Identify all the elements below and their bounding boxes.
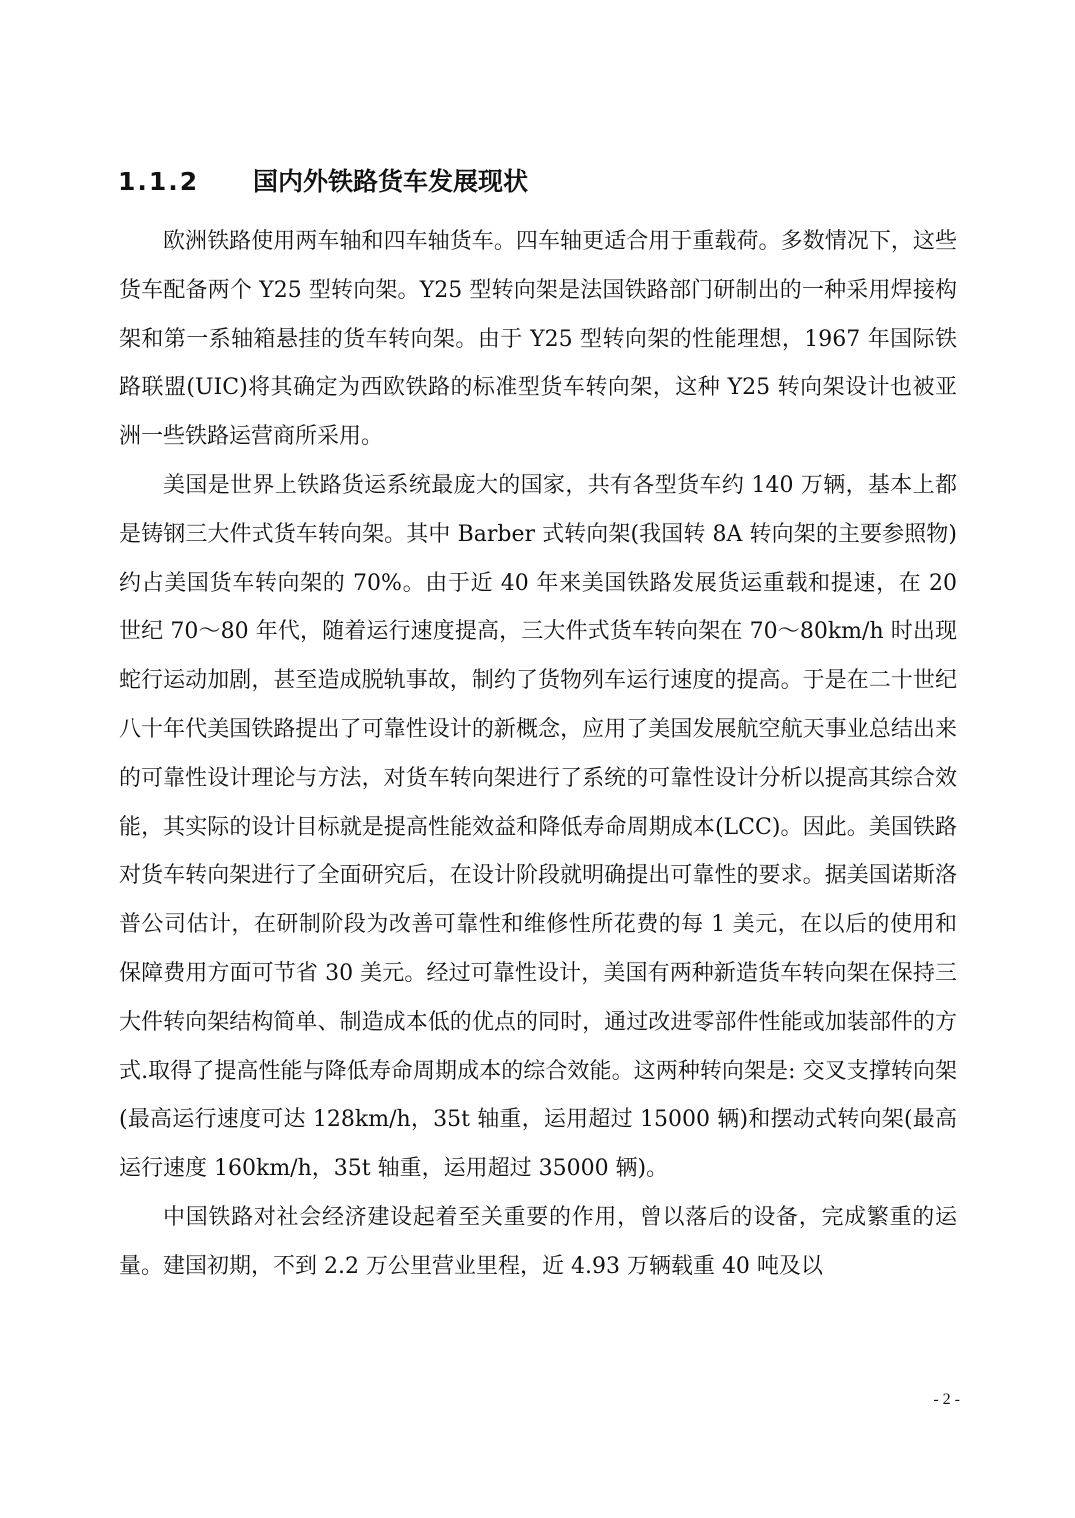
section-heading — [118, 162, 528, 202]
body-text — [119, 218, 957, 1292]
paragraph-europe-freight: 欧洲铁路使用两车轴和四车轴货车。四车轴更适合用于重载荷。多数情况下，这些货车配备两个 Y25 型转向架。Y25 型转向架是法国铁路部门研制出的一种采用焊接构架和第一系轴箱悬挂的货车转向架。由于 Y25 型转向架的性能理想，1967 年国际铁路联盟(UIC)将其确定为西欧铁路的标准型货车转向架，这种 Y25 转向架设计也被亚洲一些铁路运营商所采用。 — [119, 229, 957, 450]
paragraph-us-freight: 美国是世界上铁路货运系统最庞大的国家，共有各型货车约 140 万辆，基本上都是铸钢三大件式货车转向架。其中 Barber 式转向架(我国转 8A 转向架的主要参照物)约占美国货车转向架的 70%。由于近 40 年来美国铁路发展货运重载和提速，在 20 世纪 70～80 年代，随着运行速度提高，三大件式货车转向架在 70～80km/h 时出现蛇行运动加剧，甚至造成脱轨事故，制约了货物列车运行速度的提高。于是在二十世纪八十年代美国铁路提出了可靠性设计的新概念，应用了美国发展航空航天事业总结出来的可靠性设计理论与方法，对货车转向架进行了系统的可靠性设计分析以提高其综合效能，其实际的设计目标就是提高性能效益和降低寿命周期成本(LCC)。因此。美国铁路对货车转向架进行了全面研究后，在设计阶段就明确提出可靠性的要求。据美国诺斯洛普公司估计，在研制阶段为改善可靠性和维修性所花费的每 1 美元，在以后的使用和保障费用方面可节省 30 美元。经过可靠性设计，美国有两种新造货车转向架在保持三大件转向架结构简单、制造成本低的优点的同时，通过改进零部件性能或加装部件的方式.取得了提高性能与降低寿命周期成本的综合效能。这两种转向架是: 交叉支撑转向架(最高运行速度可达 128km/h，35t 轴重，运用超过 15000 辆)和摆动式转向架(最高运行速度 160km/h，35t 轴重，运用超过 35000 辆)。 — [119, 472, 957, 1182]
paragraph-china-freight: 中国铁路对社会经济建设起着至关重要的作用，曾以落后的设备，完成繁重的运量。建国初期，不到 2.2 万公里营业里程，近 4.93 万辆载重 40 吨及以 — [119, 1204, 957, 1279]
section-title: 国内外铁路货车发展现状 — [253, 167, 529, 196]
page-number: - 2 - — [933, 1391, 960, 1408]
section-number: 1.1.2 — [118, 167, 200, 196]
